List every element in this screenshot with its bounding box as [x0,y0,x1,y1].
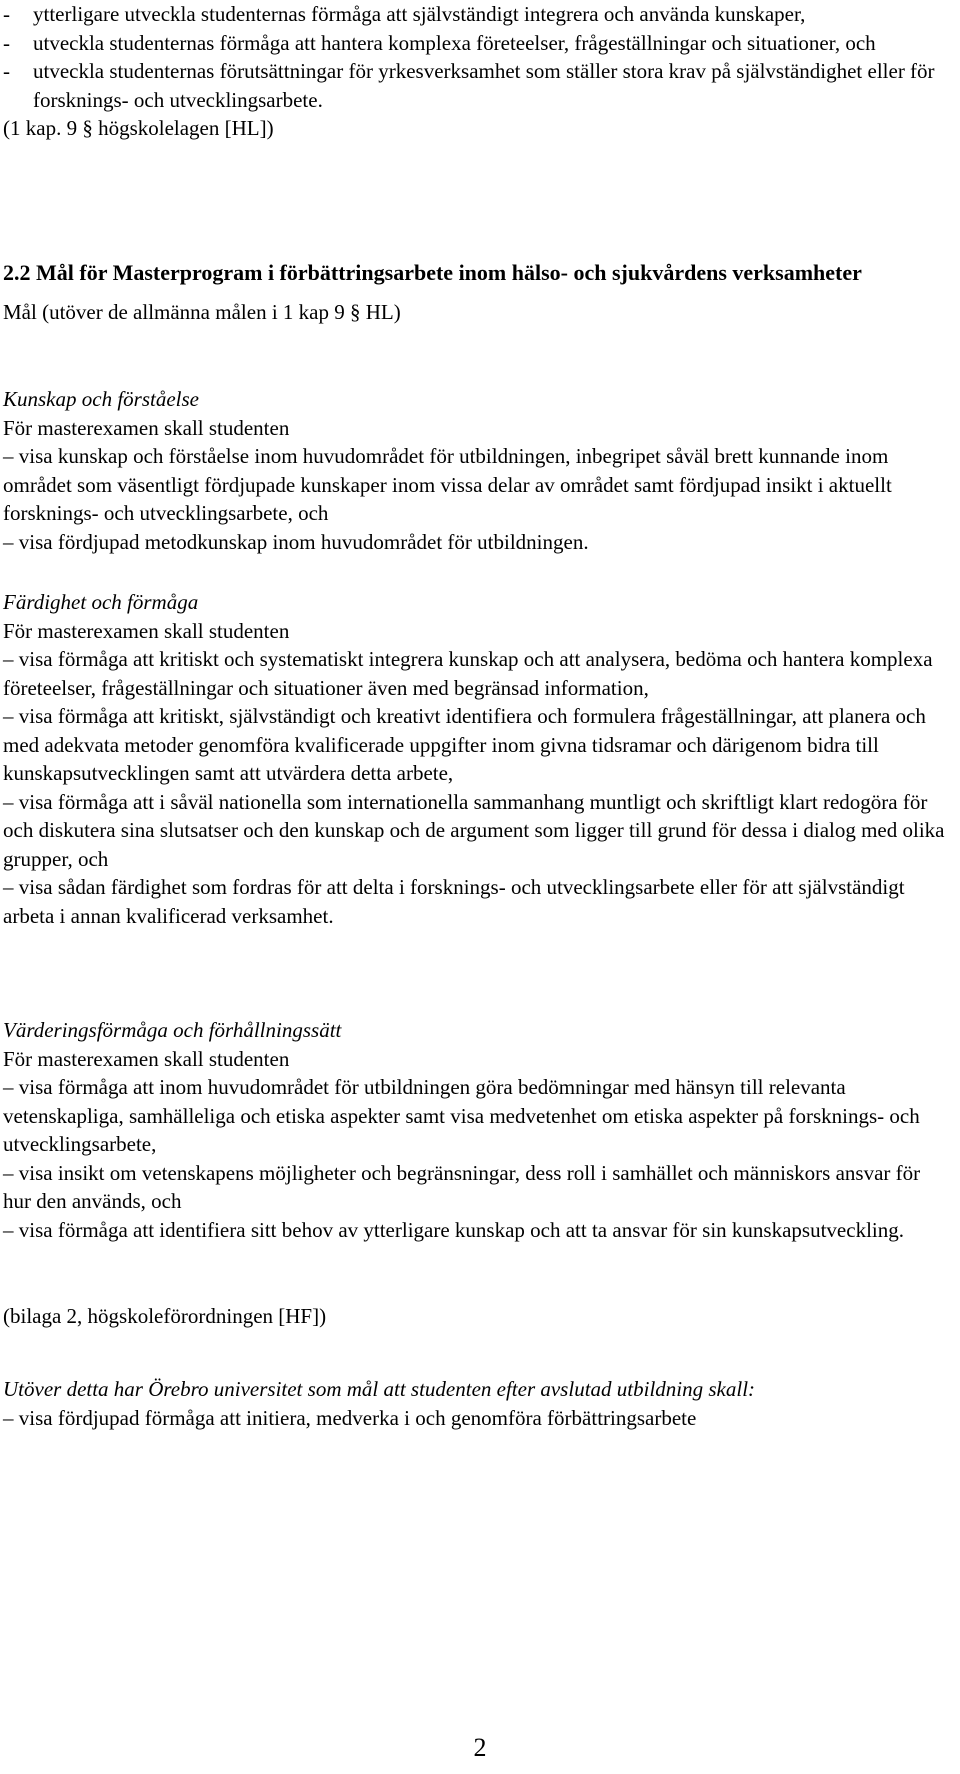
section-header [3,258,953,327]
knowledge-lead: För masterexamen skall studenten [3,415,290,440]
skills-item: – visa sådan färdighet som fordras för att delta i forsknings- och utvecklingsarbete eller för att självständigt arbeta i annan kvalificerad verksamhet. [3,875,905,928]
section-subheading: Mål (utöver de allmänna målen i 1 kap 9 § HL) [3,300,401,324]
skills-section [3,588,953,930]
list-item-text: utveckla studenternas förmåga att hantera komplexa företeelser, frågeställningar och situationer, och [33,30,876,55]
list-item-text: ytterligare utveckla studenternas förmåga att självständigt integrera och använda kunskaper, [33,2,806,26]
dash-marker: - [3,59,10,83]
orebro-intro: Utöver detta har Örebro universitet som mål att studenten efter avslutad utbildning skall: [3,1377,756,1401]
knowledge-section [3,385,953,556]
knowledge-item: – visa fördjupad metodkunskap inom huvudområdet för utbildningen. [3,529,589,554]
appendix-block [3,1302,953,1331]
orebro-item: – visa fördjupad förmåga att initiera, medverka i och genomföra förbättringsarbete [3,1405,697,1430]
skills-item: – visa förmåga att i såväl nationella som internationella sammanhang muntligt och skriftligt klart redogöra för och diskutera sina slutsatser och den kunskap och de argument som ligger till grund för dessa i dialog med olika grupper, och [3,789,945,871]
skills-lead: För masterexamen skall studenten [3,618,290,643]
values-title: Värderingsförmåga och förhållningssätt [3,1018,342,1042]
knowledge-title: Kunskap och förståelse [3,387,199,411]
page-number: 2 [473,1733,487,1762]
list-item-text: utveckla studenternas förutsättningar för yrkesverksamhet som ställer stora krav på självständighet eller för forsknings- och utvecklingsarbete. [33,59,935,112]
dash-marker: - [3,2,10,26]
skills-item: – visa förmåga att kritiskt, självständigt och kreativt identifiera och formulera frågeställningar, att planera och med adekvata metoder genomföra kvalificerade uppgifter inom givna tidsramar och därigenom bidra till kunskapsutvecklingen samt att utvärdera detta arbete, [3,704,926,785]
section-heading: 2.2 Mål för Masterprogram i förbättringsarbete inom hälso- och sjukvårdens verksamheter [3,260,862,285]
appendix-citation: (bilaga 2, högskoleförordningen [HF]) [3,1304,327,1328]
list-item [3,57,953,114]
values-item: – visa insikt om vetenskapens möjligheter och begränsningar, dess roll i samhället och människors ansvar för hur den används, och [3,1160,921,1213]
values-item: – visa förmåga att identifiera sitt behov av ytterligare kunskap och att ta ansvar för sin kunskapsutveckling. [3,1217,904,1242]
values-section [3,1016,953,1244]
values-item: – visa förmåga att inom huvudområdet för utbildningen göra bedömningar med hänsyn till relevanta vetenskapliga, samhälleliga och etiska aspekter samt visa medvetenhet om etiska aspekter på forsknings- och utvecklingsarbete, [3,1075,920,1156]
law-citation: (1 kap. 9 § högskolelagen [HL]) [3,116,274,140]
intro-list [3,0,953,143]
values-lead: För masterexamen skall studenten [3,1046,290,1071]
skills-item: – visa förmåga att kritiskt och systematiskt integrera kunskap och att analysera, bedöma och hantera komplexa företeelser, frågeställningar och situationer även med begränsad information, [3,647,933,700]
list-item [3,0,953,29]
list-item [3,29,953,58]
orebro-section [3,1375,953,1432]
knowledge-item: – visa kunskap och förståelse inom huvudområdet för utbildningen, inbegripet såväl brett kunnande inom området som väsentligt fördjupade kunskaper inom vissa delar av området samt fördjupad insikt i aktuellt forsknings- och utvecklingsarbete, och [3,444,892,525]
skills-title: Färdighet och förmåga [3,590,199,614]
dash-marker: - [3,30,10,55]
